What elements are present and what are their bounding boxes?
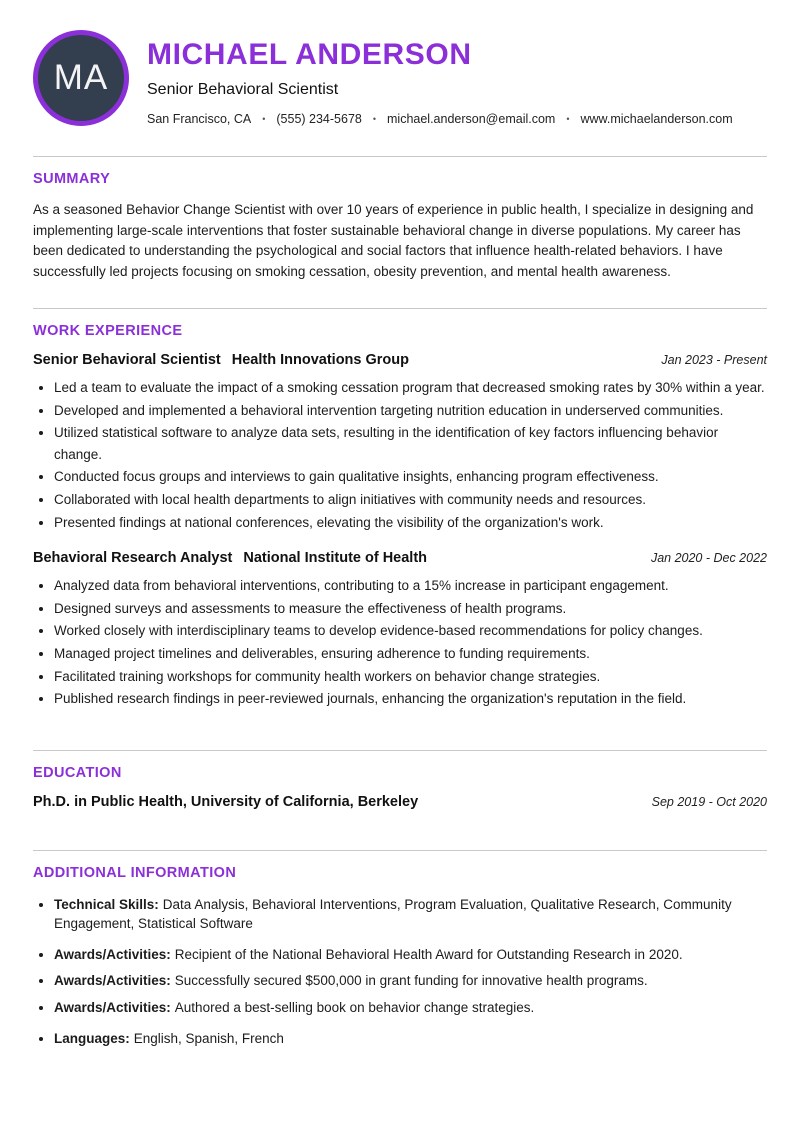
- contact-website[interactable]: www.michaelanderson.com: [580, 112, 733, 126]
- section-education: [33, 750, 767, 810]
- job-header: [33, 352, 767, 368]
- bullet-separator: •: [566, 113, 570, 124]
- info-label: Awards/Activities:: [54, 1000, 171, 1016]
- job-company: National Institute of Health: [243, 550, 428, 567]
- bullet-item: • Developed and implemented a behavioral intervention targeting nutrition education in underserved communities.: [54, 400, 767, 422]
- info-item: [54, 1029, 767, 1049]
- info-label: Awards/Activities:: [54, 946, 171, 962]
- info-item: [54, 945, 767, 965]
- bullet-item: • Led a team to evaluate the impact of a smoking cessation program that decreased smoking rates by 30% within a year.: [54, 377, 767, 399]
- contact-email[interactable]: michael.anderson@email.com: [387, 112, 556, 126]
- job-title-company: [33, 550, 427, 566]
- info-label: Languages:: [54, 1030, 130, 1046]
- education-degree: Ph.D. in Public Health, University of California, Berkeley: [33, 793, 419, 810]
- section-additional-information: [33, 850, 767, 1048]
- section-summary: [33, 156, 767, 282]
- candidate-title: Senior Behavioral Scientist: [147, 81, 339, 98]
- bullet-item: • Collaborated with local health departments to align initiatives with community needs and resources.: [54, 489, 767, 511]
- resume-header: [0, 0, 800, 126]
- bullet-item: • Published research findings in peer-reviewed journals, enhancing the organization's reputation in the field.: [54, 688, 767, 710]
- bullet-item: • Designed surveys and assessments to measure the effectiveness of health programs.: [54, 598, 767, 620]
- info-text: Recipient of the National Behavioral Health Award for Outstanding Research in 2020.: [174, 946, 683, 962]
- bullet-separator: •: [372, 113, 377, 124]
- avatar: [33, 30, 129, 126]
- section-work-experience: [33, 308, 767, 710]
- additional-list: [33, 895, 767, 1048]
- summary-text: As a seasoned Behavior Change Scientist with over 10 years of experience in public health, I specialize in designing and implementing large-scale interventions that foster sustainable behavioral change in diverse populations. My career has been dedicated to understanding the psychological and social factors that influence health-related behaviors. I have successfully led projects focusing on smoking cessation, obesity prevention, and mental health awareness.: [33, 202, 754, 279]
- info-text: Data Analysis, Behavioral Interventions, Program Evaluation, Qualitative Research, Community Engagement, Statistical Software: [54, 896, 732, 932]
- candidate-name: MICHAEL ANDERSON: [147, 38, 472, 71]
- bullet-item: • Managed project timelines and deliverables, ensuring adherence to funding requirements.: [54, 643, 767, 665]
- contact-location: San Francisco, CA: [147, 112, 252, 126]
- avatar-initials: MA: [53, 58, 109, 97]
- bullet-item: • Analyzed data from behavioral interventions, contributing to a 15% increase in participant engagement.: [54, 575, 767, 597]
- job-company: Health Innovations Group: [231, 352, 409, 369]
- bullet-item: • Presented findings at national conferences, elevating the visibility of the organization's work.: [54, 512, 767, 534]
- job-dates: Jan 2023 - Present: [661, 353, 767, 368]
- job-dates: Jan 2020 - Dec 2022: [650, 551, 767, 566]
- bullet-separator: •: [262, 113, 266, 124]
- summary-heading: SUMMARY: [33, 171, 111, 187]
- bullet-item: • Utilized statistical software to analyze data sets, resulting in the identification of key factors influencing behavior change.: [54, 422, 767, 465]
- info-item: [54, 895, 767, 934]
- job-bullets: [33, 575, 767, 710]
- bullet-item: • Conducted focus groups and interviews to gain qualitative insights, enhancing program effectiveness.: [54, 466, 767, 488]
- header-text: [147, 30, 733, 126]
- job-bullets: [33, 377, 767, 533]
- contact-row: [147, 112, 733, 126]
- job-title: Senior Behavioral Scientist: [33, 352, 221, 369]
- additional-heading: ADDITIONAL INFORMATION: [33, 864, 237, 881]
- education-row: [33, 794, 767, 810]
- info-text: English, Spanish, French: [133, 1030, 284, 1046]
- info-label: Technical Skills:: [54, 896, 159, 912]
- info-text: Successfully secured $500,000 in grant funding for innovative health programs.: [174, 973, 648, 989]
- info-item: [54, 971, 767, 991]
- education-heading: EDUCATION: [33, 764, 122, 781]
- info-text: Authored a best-selling book on behavior change strategies.: [174, 1000, 535, 1016]
- job-title-company: [33, 352, 409, 368]
- bullet-item: • Facilitated training workshops for community health workers on behavior change strategies.: [54, 666, 767, 688]
- job-title: Behavioral Research Analyst: [33, 550, 233, 567]
- info-label: Awards/Activities:: [54, 973, 171, 989]
- info-item: [54, 998, 767, 1018]
- contact-phone: (555) 234-5678: [276, 112, 362, 126]
- job-header: [33, 550, 767, 566]
- bullet-item: • Worked closely with interdisciplinary teams to develop evidence-based recommendations for policy changes.: [54, 620, 767, 642]
- work-heading: WORK EXPERIENCE: [33, 323, 183, 340]
- education-dates: Sep 2019 - Oct 2020: [651, 794, 767, 809]
